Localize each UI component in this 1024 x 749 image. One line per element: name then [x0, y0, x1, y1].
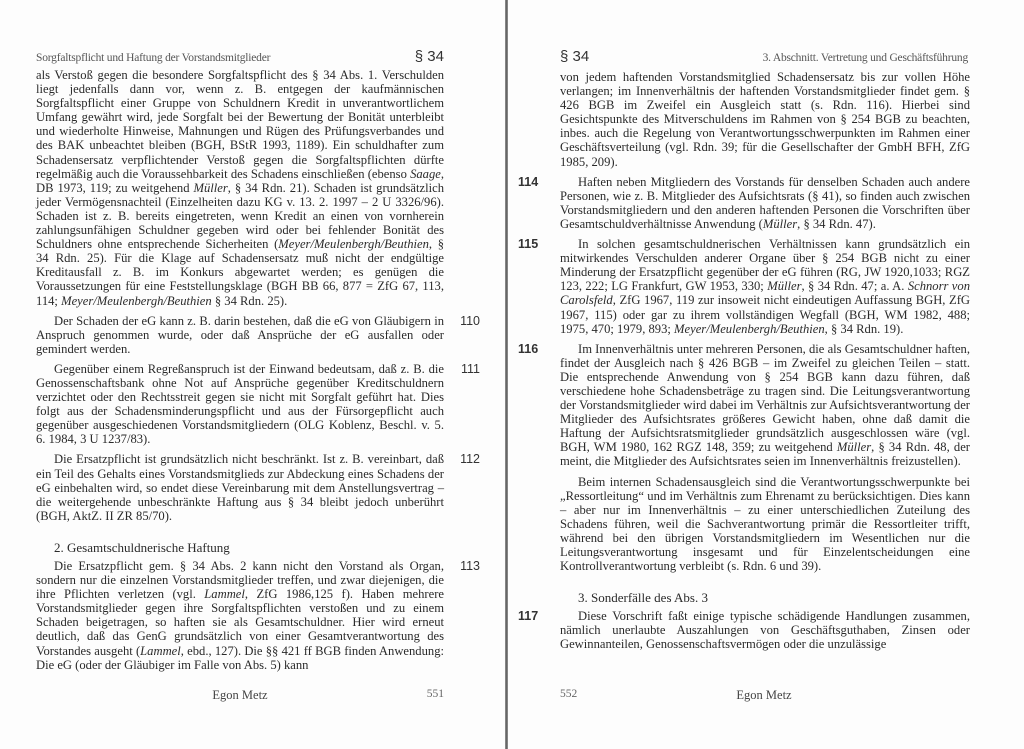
- text-run: , § 34 Rdn. 47).: [797, 216, 876, 231]
- margin-number: 116: [518, 341, 539, 356]
- paragraph: [36, 361, 480, 447]
- text-run: als Verstoß gegen die besondere Sorgfaltspflicht des § 34 Abs. 1. Verschulden liegt jedenfalls dann vor, wenn z. B. entgegen der kaufmännischen Sorgfaltspflicht einer Gruppe von Schuldnern Kredit in unverantwortlichem Umfang gewährt wird, jede Sorgfalt bei der Bewertung der Bonität unterbleibt und wiederholte Hinweise, Mahnungen und Rügen des Prüfungsverbandes und des BAK unbeachtet bleiben (BGH, BStR 1993, 1189). Ein schuldhafter zum Schadensersatz verpflichtender Verstoß gegen die Sorgfaltspflichten dürfte regelmäßig auch die Voraussehbarkeit des Schadens einschließen (ebenso: [36, 68, 444, 181]
- margin-number: 115: [518, 237, 539, 252]
- left-footer-author: Egon Metz: [212, 688, 268, 702]
- right-section-heading: 3. Sonderfälle des Abs. 3: [578, 590, 708, 606]
- text-run: , ZfG 1986,125 f). Haben mehrere Vorstandsmitglieder gegen ihre Sorgfaltspflichten verstoßen und zu einem Schaden beigetragen, so haften sie als Gesamtschuldner. Hier wird erneut deutlich, daß das GenG grundsätzlich von einer Gesamtverantwortung des Vorstandes ausgeht (: [36, 587, 444, 658]
- right-page-number: 552: [560, 688, 578, 700]
- right-paragraphs: [518, 70, 970, 574]
- paragraph: [518, 174, 970, 231]
- text-run: Die Ersatzpflicht gem. § 34 Abs. 2 kann nicht den Vorstand als Organ, sondern nur die einzelnen Vorstandsmitglieder treffen, und zwar diejenigen, die ihre Pflichten verletzen (vgl.: [36, 559, 444, 602]
- text-run: Der Schaden der eG kann z. B. darin bestehen, daß die eG von Gläubigern in Anspruch genommen wurde, oder daß Ansprüche der eG ausfallen oder gemindert werden.: [36, 313, 444, 356]
- text-run: von jedem haftenden Vorstandsmitglied Schadensersatz bis zur vollen Höhe verlangen; im Innenverhältnis der haftenden Vorstandsmitglieder findet gem. § 426 BGB im Zweifel ein Ausgleich statt (s. Rdn. 116). Hierbei sind Gesichtspunkte des Mitverschuldens im Rahmen von § 254 BGB zu beachten, inbes. auch die Regelung von Verantwortungsschwerpunkten im Rahmen einer Geschäftsverteilung (vgl. Rdn. 39; für die Gesellschafter der GmbH BFH, ZfG 1985, 209).: [560, 70, 970, 169]
- margin-number: 113: [460, 559, 480, 573]
- margin-number: 117: [518, 609, 539, 624]
- paragraph: [518, 341, 970, 469]
- text-run: , § 34 Rdn. 25). Für die Klage auf Schadensersatz muß nicht der endgültige Kreditausfall z. B. im Konkurs abgewartet werden; es genügen die Voraussetzungen für eine Feststellungsklage (BGH BB 66, 877 = ZfG 67, 113, 114;: [36, 237, 444, 308]
- margin-number: 110: [460, 313, 480, 328]
- text-run: , ebd., 127). Die §§ 421 ff BGB finden Anwendung: Die eG (oder der Gläubiger im Falle von Abs. 5) kann: [36, 643, 444, 672]
- paragraph: [36, 452, 480, 523]
- left-paragraph-after-heading: [36, 559, 480, 672]
- italic-citation: Meyer/Meulenbergh/Beuthien: [61, 293, 212, 308]
- right-running-head-section: § 34: [560, 48, 590, 65]
- text-run: , § 34 Rdn. 48, der meint, die Mitglieder des Aufsichtsrates seien im Innenverhältnis freizustellen).: [560, 440, 970, 469]
- italic-citation: Müller: [762, 216, 798, 231]
- italic-citation: Saage: [410, 166, 441, 181]
- text-run: In solchen gesamtschuldnerischen Verhältnissen kann grundsätzlich ein mitwirkendes Verschulden anderer Organe über § 254 BGB nicht zu einer Minderung der Ersatzpflicht gegenüber der eG führen (RG, JW 1920,1033; RGZ 123, 222; LG Frankfurt, GW 1953, 330;: [560, 237, 970, 294]
- left-running-head-title: Sorgfaltspflicht und Haftung der Vorstandsmitglieder: [36, 52, 271, 64]
- left-running-head-section: § 34: [414, 48, 444, 65]
- text-run: Gegenüber einem Regreßanspruch ist der Einwand bedeutsam, daß z. B. die Genossenschaftsbank ohne Not auf Ansprüche gegenüber Kreditschuldnern verzichtet oder den Rechtsstreit gegen sie nicht mit Sorgfalt geführt hat. Dies folgt aus der Schadensminderungspflicht und aus der Fürsorgepflicht auch gegenüber ausgeschiedenen Vorstandsmitgliedern (OLG Koblenz, Beschl. v. 5. 6. 1984, 3 U 1237/83).: [36, 361, 444, 447]
- text-run: Diese Vorschrift faßt einige typische schädigende Handlungen zusammen, nämlich unerlaubte Auszahlungen von Geschäftsguthaben, Zinsen oder Gewinnanteilen, Genossenschaftsvermögen oder die unzulässige: [560, 609, 970, 652]
- left-page: [0, 0, 506, 749]
- text-run: , DB 1973, 119; zu weitgehend: [36, 166, 444, 195]
- text-run: § 34 Rdn. 25).: [211, 293, 288, 308]
- text-run: , § 34 Rdn. 19).: [824, 321, 904, 336]
- margin-number: 111: [460, 361, 480, 376]
- left-page-body: [36, 68, 480, 672]
- text-run: Im Innenverhältnis unter mehreren Personen, die als Gesamtschuldner haften, findet der Ausgleich nach § 426 BGB – im Zweifel zu gleichen Teilen – statt. Die entsprechende Anwendung von § 254 BGB kann dazu führen, daß verschiedene hohe Schadensbeträge zu tragen sind. Die Leitungsverantwortung der Vorstandsmitglieder wird dabei im Verhältnis zur Aufsichtsverantwortung der Mitglieder des Aufsichtsrates größeres Gewicht haben, ohne daß damit die Haftung der Aufsichtsratsmitglieder grundsätzlich ausgeschlossen wäre (vgl. BGH, WM 1980, 162 RGZ 148, 359; zu weitgehend: [560, 341, 970, 455]
- text-run: , § 34 Rdn. 47; a. A.: [801, 279, 908, 294]
- italic-citation: Meyer/Meulenbergh/Beuthien: [674, 321, 825, 336]
- left-page-number: 551: [426, 688, 444, 700]
- right-page: [508, 0, 1024, 749]
- paragraph: [560, 475, 970, 574]
- italic-citation: Müller: [193, 180, 228, 195]
- text-run: Die Ersatzpflicht ist grundsätzlich nicht beschränkt. Ist z. B. vereinbart, daß ein Teil des Gehalts eines Vorstandsmitglieds zur Abdeckung eines Schadens der eG einbehalten wird, so endet diese Vereinbarung mit dem Anstellungsvertrag – die weitergehende unbeschränkte Haftung aus § 34 bleibt jedoch unberührt (BGH, AktZ. II ZR 85/70).: [36, 452, 444, 523]
- italic-citation: Müller: [767, 279, 802, 294]
- text-run: , ZfG 1967, 119 zur insoweit nicht eindeutigen Auffassung BGH, ZfG 1967, 115) oder gar zu ihrem vollständigen Wegfall (BGH, WM 1982, 488; 1975, 470; 1979, 893;: [560, 293, 970, 336]
- paragraph: [36, 68, 444, 308]
- paragraph: [36, 313, 480, 356]
- paragraph: [518, 237, 970, 336]
- left-page-footer: [36, 688, 444, 700]
- right-running-head: [560, 48, 968, 65]
- paragraph: [518, 609, 970, 652]
- right-paragraph-after-heading: [518, 609, 970, 652]
- right-running-head-title: 3. Abschnitt. Vertretung und Geschäftsführung: [762, 52, 968, 64]
- margin-number: 112: [460, 452, 480, 467]
- italic-citation: Schnorr von Carolsfeld: [560, 279, 970, 308]
- margin-number: 114: [518, 174, 539, 189]
- paragraph: [560, 70, 970, 169]
- right-footer-author: Egon Metz: [736, 688, 792, 702]
- italic-citation: Meyer/Meulenbergh/Beuthien: [278, 237, 429, 252]
- text-run: , § 34 Rdn. 21). Schaden ist grundsätzlich jeder Vermögensnachteil (Einzelheiten dazu KG v. 13. 2. 1997 – 2 U 3326/96). Schaden ist z. B. bereits eingetreten, wenn Kredit an einen von vornherein zahlungsunfähigen Schuldner gegeben wird oder bei fehlender Bonität des Schuldners ohne entsprechende Sicherheiten (: [36, 180, 444, 252]
- right-page-body: [518, 70, 970, 652]
- text-run: Beim internen Schadensausgleich sind die Verantwortungsschwerpunkte bei „Ressortleitung“ und im Verhältnis zum Ehrenamt zu berücksichtigen. Dies kann – aber nur im Innenverhältnis – zu einer unterschiedlichen Zuteilung des Schadens führen, weil die Sachverantwortung primär die Ressortleiter trifft, während bei den übrigen Vorstandsmitgliedern im Wesentlichen nur die Leitungsverantwortung insgesamt und für Einzelentscheidungen eine Kontrollverantwortung verbleibt (s. Rdn. 6 und 39).: [560, 474, 970, 574]
- text-run: Haften neben Mitgliedern des Vorstands für denselben Schaden auch andere Personen, wie z. B. Mitglieder des Aufsichtsrats (§ 41), so finden auch zwischen Vorstandsmitgliedern und den anderen haftenden Personen die Vorschriften über Gesamtschuldverhältnisse Anwendung (: [560, 174, 970, 231]
- italic-citation: Müller: [836, 440, 872, 455]
- paragraph: [36, 559, 480, 672]
- italic-citation: Lammel: [140, 643, 181, 658]
- italic-citation: Lammel: [204, 587, 245, 602]
- left-paragraphs: [36, 68, 480, 523]
- left-running-head: [36, 48, 444, 65]
- left-section-heading: 2. Gesamtschuldnerische Haftung: [54, 539, 230, 555]
- right-page-footer: [560, 688, 968, 700]
